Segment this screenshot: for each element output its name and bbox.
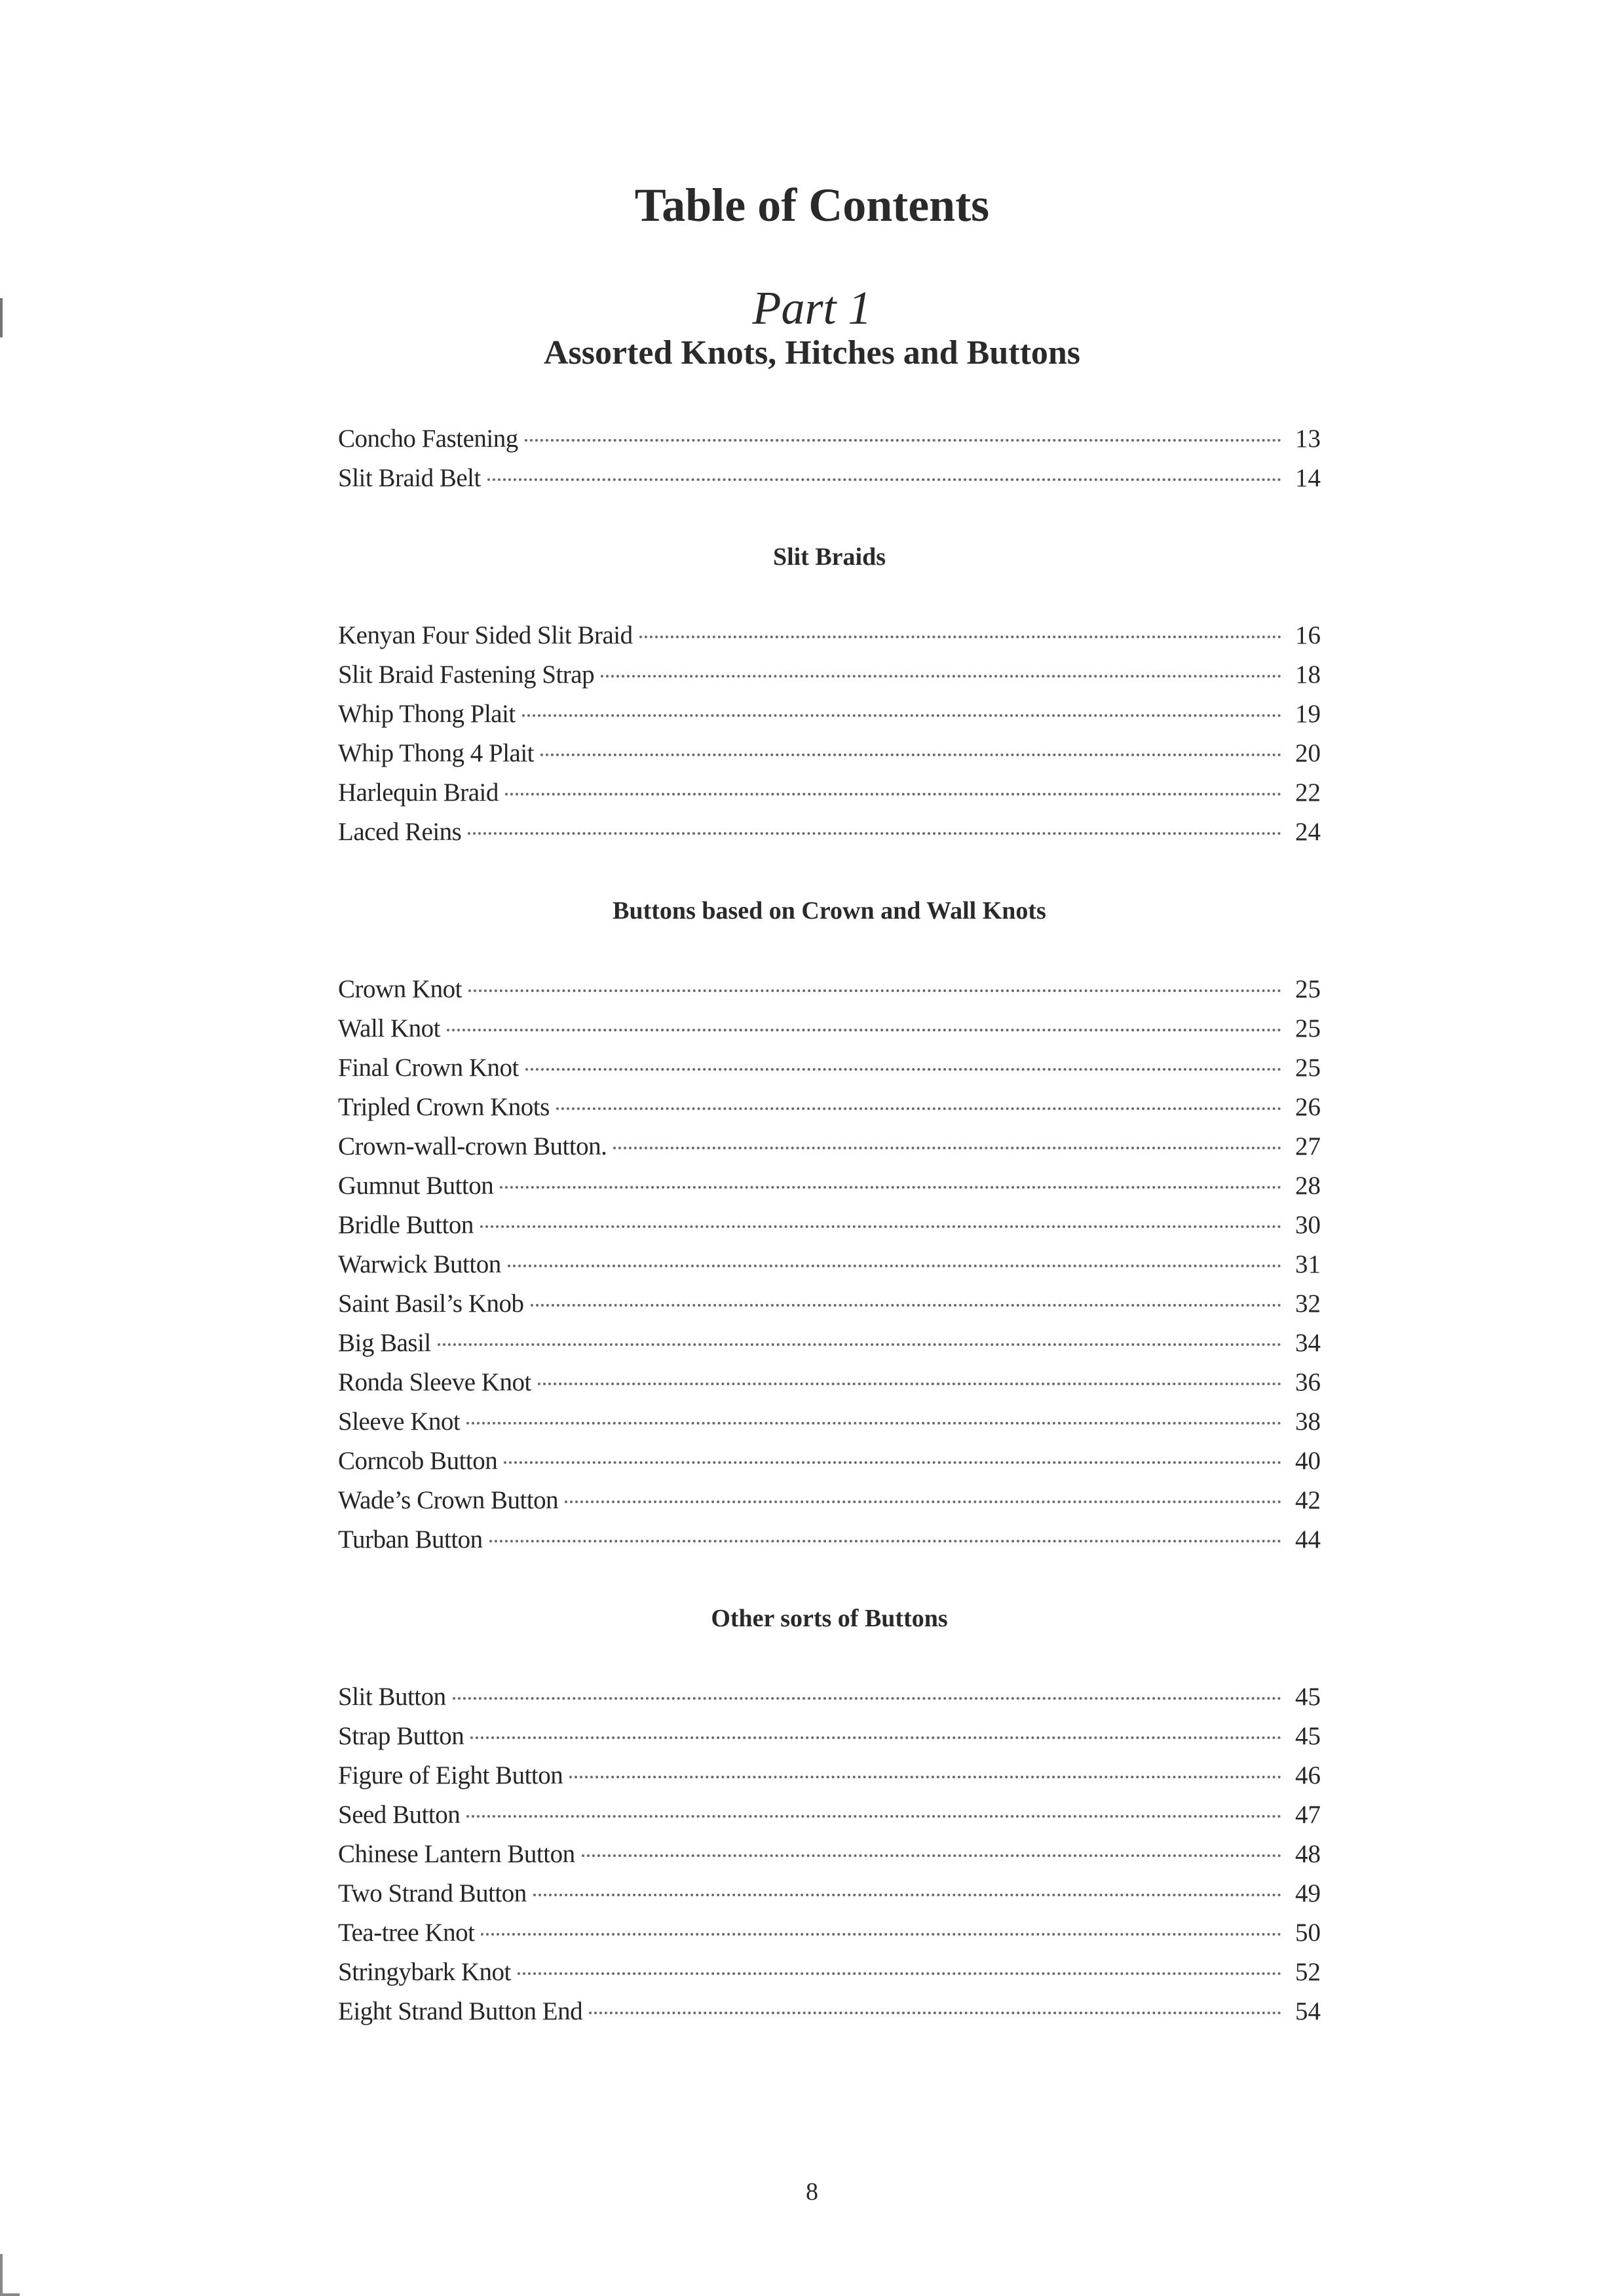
toc-entry[interactable] <box>338 1756 1321 1795</box>
dot-leader <box>481 1933 1281 1936</box>
toc-entry-page: 26 <box>1295 1093 1321 1121</box>
toc-entry[interactable] <box>338 1795 1321 1835</box>
toc-entry-label: Sleeve Knot <box>338 1407 461 1436</box>
toc-entry[interactable] <box>338 1953 1321 1992</box>
toc-entry-label: Strap Button <box>338 1722 464 1750</box>
dot-leader <box>531 1304 1281 1307</box>
toc-entry[interactable] <box>338 1913 1321 1953</box>
dot-leader <box>522 714 1281 717</box>
toc-entry-label: Two Strand Button <box>338 1879 527 1907</box>
toc-entry[interactable] <box>338 1992 1321 2031</box>
toc-entry-page: 50 <box>1295 1919 1321 1947</box>
toc-entry-page: 25 <box>1295 1014 1321 1043</box>
dot-leader <box>470 1736 1281 1739</box>
toc-entry-page: 13 <box>1295 425 1321 453</box>
part-subtitle: Assorted Knots, Hitches and Buttons <box>543 334 1081 372</box>
page-number: 8 <box>806 2178 818 2206</box>
dot-leader <box>508 1265 1281 1267</box>
dot-leader <box>533 1894 1281 1896</box>
section-heading: Buttons based on Crown and Wall Knots <box>613 897 1046 925</box>
toc-entry-label: Warwick Button <box>338 1250 501 1278</box>
scan-edge-mark <box>0 2293 20 2296</box>
toc-entry[interactable] <box>338 1481 1321 1520</box>
toc-entry-label: Whip Thong 4 Plait <box>338 739 535 767</box>
dot-leader <box>565 1501 1281 1503</box>
toc-entry-label: Wall Knot <box>338 1014 440 1043</box>
toc-entry-label: Corncob Button <box>338 1447 498 1475</box>
toc-entry-label: Tripled Crown Knots <box>338 1093 550 1121</box>
toc-entry-label: Slit Braid Fastening Strap <box>338 660 595 689</box>
toc-entry[interactable] <box>338 1284 1321 1324</box>
scan-edge-mark <box>0 2254 3 2296</box>
dot-leader <box>540 754 1281 756</box>
toc-entry-page: 24 <box>1295 818 1321 846</box>
dot-leader <box>556 1107 1281 1110</box>
toc-entry[interactable] <box>338 1206 1321 1245</box>
toc-entry[interactable] <box>338 1088 1321 1127</box>
dot-leader <box>505 793 1281 795</box>
toc-entry-label: Figure of Eight Button <box>338 1761 563 1789</box>
toc-entry-page: 31 <box>1295 1250 1321 1278</box>
toc-entry[interactable] <box>338 1677 1321 1717</box>
toc-entry-page: 28 <box>1295 1172 1321 1200</box>
toc-entry-label: Seed Button <box>338 1801 461 1829</box>
toc-entry[interactable] <box>338 695 1321 734</box>
toc-entry-page: 45 <box>1295 1683 1321 1711</box>
toc-entry-page: 22 <box>1295 778 1321 807</box>
dot-leader <box>518 1972 1281 1975</box>
toc-entry[interactable] <box>338 459 1321 498</box>
toc-entry-page: 14 <box>1295 464 1321 492</box>
toc-entry-label: Big Basil <box>338 1329 431 1357</box>
dot-leader <box>453 1697 1281 1700</box>
dot-leader <box>504 1461 1281 1464</box>
section-heading: Slit Braids <box>772 543 886 571</box>
toc-entry-label: Kenyan Four Sided Slit Braid <box>338 621 633 649</box>
page-title: Table of Contents <box>634 179 990 231</box>
toc-entry-page: 16 <box>1295 621 1321 649</box>
toc-entry-page: 46 <box>1295 1761 1321 1789</box>
toc-entry[interactable] <box>338 419 1321 459</box>
toc-entry-page: 20 <box>1295 739 1321 767</box>
toc-entry-page: 52 <box>1295 1958 1321 1986</box>
toc-entry[interactable] <box>338 1324 1321 1363</box>
toc-entry-label: Slit Button <box>338 1683 446 1711</box>
dot-leader <box>468 832 1281 835</box>
toc-entry-page: 54 <box>1295 1997 1321 2025</box>
toc-entry-page: 27 <box>1295 1132 1321 1160</box>
toc-entry-label: Eight Strand Button End <box>338 1997 583 2025</box>
dot-leader <box>438 1343 1281 1346</box>
dot-leader <box>500 1186 1281 1189</box>
dot-leader <box>569 1776 1281 1778</box>
dot-leader <box>487 478 1281 481</box>
toc-entry-label: Tea-tree Knot <box>338 1919 475 1947</box>
toc-entry[interactable] <box>338 1009 1321 1048</box>
toc-entry-label: Ronda Sleeve Knot <box>338 1368 531 1396</box>
dot-leader <box>466 1815 1281 1818</box>
toc-entry-label: Crown-wall-crown Button. <box>338 1132 607 1160</box>
toc-entry-label: Stringybark Knot <box>338 1958 511 1986</box>
table-of-contents <box>338 419 1321 2031</box>
toc-entry[interactable] <box>338 1166 1321 1206</box>
dot-leader <box>466 1422 1281 1425</box>
toc-entry[interactable] <box>338 1717 1321 1756</box>
toc-entry-page: 36 <box>1295 1368 1321 1396</box>
toc-entry[interactable] <box>338 1127 1321 1166</box>
toc-entry-label: Chinese Lantern Button <box>338 1840 575 1868</box>
toc-entry-page: 40 <box>1295 1447 1321 1475</box>
toc-entry-label: Final Crown Knot <box>338 1054 519 1082</box>
dot-leader <box>613 1147 1281 1149</box>
toc-entry-label: Crown Knot <box>338 975 462 1003</box>
toc-entry[interactable] <box>338 1520 1321 1559</box>
toc-entry-label: Wade’s Crown Button <box>338 1486 559 1514</box>
toc-entry-page: 19 <box>1295 700 1321 728</box>
toc-entry-label: Laced Reins <box>338 818 462 846</box>
toc-entry[interactable] <box>338 1048 1321 1088</box>
dot-leader <box>468 989 1281 992</box>
toc-entry-page: 42 <box>1295 1486 1321 1514</box>
toc-entry[interactable] <box>338 773 1321 813</box>
toc-entry-page: 18 <box>1295 660 1321 689</box>
toc-entry-page: 32 <box>1295 1290 1321 1318</box>
section-heading: Other sorts of Buttons <box>711 1605 948 1632</box>
toc-entry[interactable] <box>338 1835 1321 1874</box>
toc-entry-page: 25 <box>1295 1054 1321 1082</box>
toc-entry[interactable] <box>338 1874 1321 1913</box>
toc-entry[interactable] <box>338 1363 1321 1402</box>
dot-leader <box>589 2012 1281 2014</box>
toc-entry-page: 38 <box>1295 1407 1321 1436</box>
toc-entry-page: 34 <box>1295 1329 1321 1357</box>
toc-entry-page: 30 <box>1295 1211 1321 1239</box>
toc-entry-label: Concho Fastening <box>338 425 518 453</box>
dot-leader <box>582 1854 1281 1857</box>
toc-entry-label: Turban Button <box>338 1525 483 1554</box>
toc-entry-page: 47 <box>1295 1801 1321 1829</box>
toc-entry-page: 44 <box>1295 1525 1321 1554</box>
part-label: Part 1 <box>752 282 872 334</box>
toc-entry[interactable] <box>338 655 1321 695</box>
toc-entry-page: 45 <box>1295 1722 1321 1750</box>
dot-leader <box>601 675 1281 678</box>
toc-entry[interactable] <box>338 970 1321 1009</box>
dot-leader <box>525 439 1281 442</box>
dot-leader <box>525 1068 1281 1071</box>
dot-leader <box>639 636 1281 638</box>
toc-entry-label: Saint Basil’s Knob <box>338 1290 524 1318</box>
toc-entry-label: Harlequin Braid <box>338 778 499 807</box>
toc-entry-label: Bridle Button <box>338 1211 474 1239</box>
toc-entry-label: Gumnut Button <box>338 1172 494 1200</box>
toc-entry[interactable] <box>338 616 1321 655</box>
toc-entry[interactable] <box>338 813 1321 852</box>
toc-entry-page: 49 <box>1295 1879 1321 1907</box>
toc-entry[interactable] <box>338 734 1321 773</box>
toc-entry[interactable] <box>338 1442 1321 1481</box>
dot-leader <box>489 1540 1281 1542</box>
toc-entry-page: 25 <box>1295 975 1321 1003</box>
toc-entry-label: Slit Braid Belt <box>338 464 481 492</box>
dot-leader <box>538 1383 1281 1385</box>
toc-entry[interactable] <box>338 1402 1321 1442</box>
toc-entry-page: 48 <box>1295 1840 1321 1868</box>
dot-leader <box>480 1225 1281 1228</box>
toc-entry-label: Whip Thong Plait <box>338 700 516 728</box>
dot-leader <box>447 1029 1281 1031</box>
toc-entry[interactable] <box>338 1245 1321 1284</box>
